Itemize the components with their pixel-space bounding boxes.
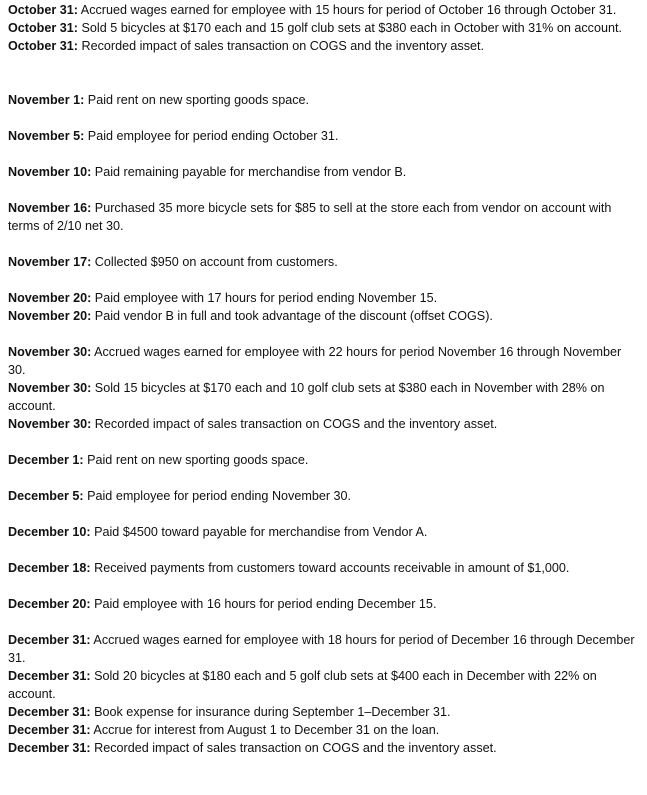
entry-text: Purchased 35 more bicycle sets for $85 to sell at the store each from vendor on account with terms of 2/10 net 30. — [8, 201, 612, 233]
entry-text: Paid employee for period ending October 31. — [84, 129, 339, 143]
spacer — [8, 271, 640, 289]
transaction-entry — [8, 163, 640, 181]
transaction-entry — [8, 721, 640, 739]
spacer — [8, 469, 640, 487]
entry-group-october-31 — [8, 1, 640, 55]
entry-group-november-10 — [8, 163, 640, 181]
entry-group-november-1 — [8, 91, 640, 109]
spacer — [8, 505, 640, 523]
spacer — [8, 433, 640, 451]
entry-text: Recorded impact of sales transaction on COGS and the inventory asset. — [91, 417, 498, 431]
entry-date: December 31: — [8, 633, 91, 647]
entry-group-november-5 — [8, 127, 640, 145]
spacer — [8, 235, 640, 253]
entry-date: December 31: — [8, 669, 91, 683]
entry-text: Received payments from customers toward accounts receivable in amount of $1,000. — [90, 561, 570, 575]
entry-text: Sold 20 bicycles at $180 each and 5 golf club sets at $400 each in December with 22% on account. — [8, 669, 597, 701]
transaction-entry — [8, 343, 640, 379]
spacer — [8, 181, 640, 199]
entry-date: November 16: — [8, 201, 92, 215]
entry-group-december-1 — [8, 451, 640, 469]
entry-date: October 31: — [8, 39, 78, 53]
entry-date: December 18: — [8, 561, 91, 575]
entry-date: November 1: — [8, 93, 85, 107]
entry-date: October 31: — [8, 3, 78, 17]
transaction-entry — [8, 91, 640, 109]
entry-group-november-16 — [8, 199, 640, 235]
transaction-entry — [8, 451, 640, 469]
spacer — [8, 109, 640, 127]
entry-date: November 30: — [8, 417, 92, 431]
entry-text: Recorded impact of sales transaction on COGS and the inventory asset. — [78, 39, 485, 53]
entry-group-december-18 — [8, 559, 640, 577]
entry-text: Paid employee with 17 hours for period ending November 15. — [91, 291, 438, 305]
entry-text: Sold 5 bicycles at $170 each and 15 golf club sets at $380 each in October with 31% on account. — [78, 21, 622, 35]
entry-text: Accrued wages earned for employee with 18 hours for period of December 16 through December 31. — [8, 633, 635, 665]
entry-text: Paid remaining payable for merchandise from vendor B. — [91, 165, 407, 179]
transaction-entry — [8, 487, 640, 505]
spacer — [8, 541, 640, 559]
transaction-entry — [8, 739, 640, 757]
entry-text: Accrued wages earned for employee with 15 hours for period of October 16 through October 31. — [78, 3, 617, 17]
transaction-entry — [8, 127, 640, 145]
entry-group-december-20 — [8, 595, 640, 613]
entry-date: November 30: — [8, 381, 92, 395]
entry-date: December 31: — [8, 723, 91, 737]
entry-date: December 20: — [8, 597, 91, 611]
transaction-entry — [8, 631, 640, 667]
transaction-entry — [8, 253, 640, 271]
entry-group-december-10 — [8, 523, 640, 541]
transaction-entry — [8, 667, 640, 703]
transaction-entry — [8, 199, 640, 235]
entry-date: November 20: — [8, 291, 92, 305]
entry-date: November 30: — [8, 345, 92, 359]
transaction-entry — [8, 595, 640, 613]
entry-group-november-17 — [8, 253, 640, 271]
spacer — [8, 577, 640, 595]
entry-text: Paid rent on new sporting goods space. — [84, 93, 310, 107]
entry-group-december-5 — [8, 487, 640, 505]
entry-text: Sold 15 bicycles at $170 each and 10 golf club sets at $380 each in November with 28% on account. — [8, 381, 605, 413]
entry-text: Accrued wages earned for employee with 22 hours for period November 16 through November 30. — [8, 345, 622, 377]
entry-date: December 10: — [8, 525, 91, 539]
transaction-entry — [8, 379, 640, 415]
transaction-entry — [8, 703, 640, 721]
entry-text: Paid vendor B in full and took advantage of the discount (offset COGS). — [91, 309, 493, 323]
entry-group-november-20 — [8, 289, 640, 325]
transaction-entry — [8, 559, 640, 577]
transaction-entry — [8, 415, 640, 433]
entry-group-november-30 — [8, 343, 640, 433]
entry-date: December 31: — [8, 741, 91, 755]
entry-text: Paid rent on new sporting goods space. — [83, 453, 309, 467]
spacer — [8, 613, 640, 631]
transaction-entry — [8, 1, 640, 19]
entry-date: November 10: — [8, 165, 92, 179]
entry-date: December 31: — [8, 705, 91, 719]
entry-date: December 5: — [8, 489, 84, 503]
entry-text: Paid $4500 toward payable for merchandise from Vendor A. — [90, 525, 428, 539]
entry-text: Paid employee with 16 hours for period ending December 15. — [90, 597, 437, 611]
transaction-entry — [8, 289, 640, 307]
entry-group-december-31 — [8, 631, 640, 757]
entry-date: October 31: — [8, 21, 78, 35]
entry-date: November 20: — [8, 309, 92, 323]
entry-text: Paid employee for period ending November 30. — [83, 489, 352, 503]
transaction-entry — [8, 523, 640, 541]
transaction-entry — [8, 307, 640, 325]
entry-date: November 17: — [8, 255, 92, 269]
entry-text: Collected $950 on account from customers. — [91, 255, 338, 269]
spacer — [8, 55, 640, 91]
entry-text: Accrue for interest from August 1 to December 31 on the loan. — [90, 723, 440, 737]
spacer — [8, 325, 640, 343]
entry-date: November 5: — [8, 129, 85, 143]
transaction-entry — [8, 37, 640, 55]
transaction-entry — [8, 19, 640, 37]
entry-text: Book expense for insurance during September 1–December 31. — [90, 705, 451, 719]
entry-date: December 1: — [8, 453, 84, 467]
spacer — [8, 145, 640, 163]
entry-text: Recorded impact of sales transaction on COGS and the inventory asset. — [90, 741, 497, 755]
